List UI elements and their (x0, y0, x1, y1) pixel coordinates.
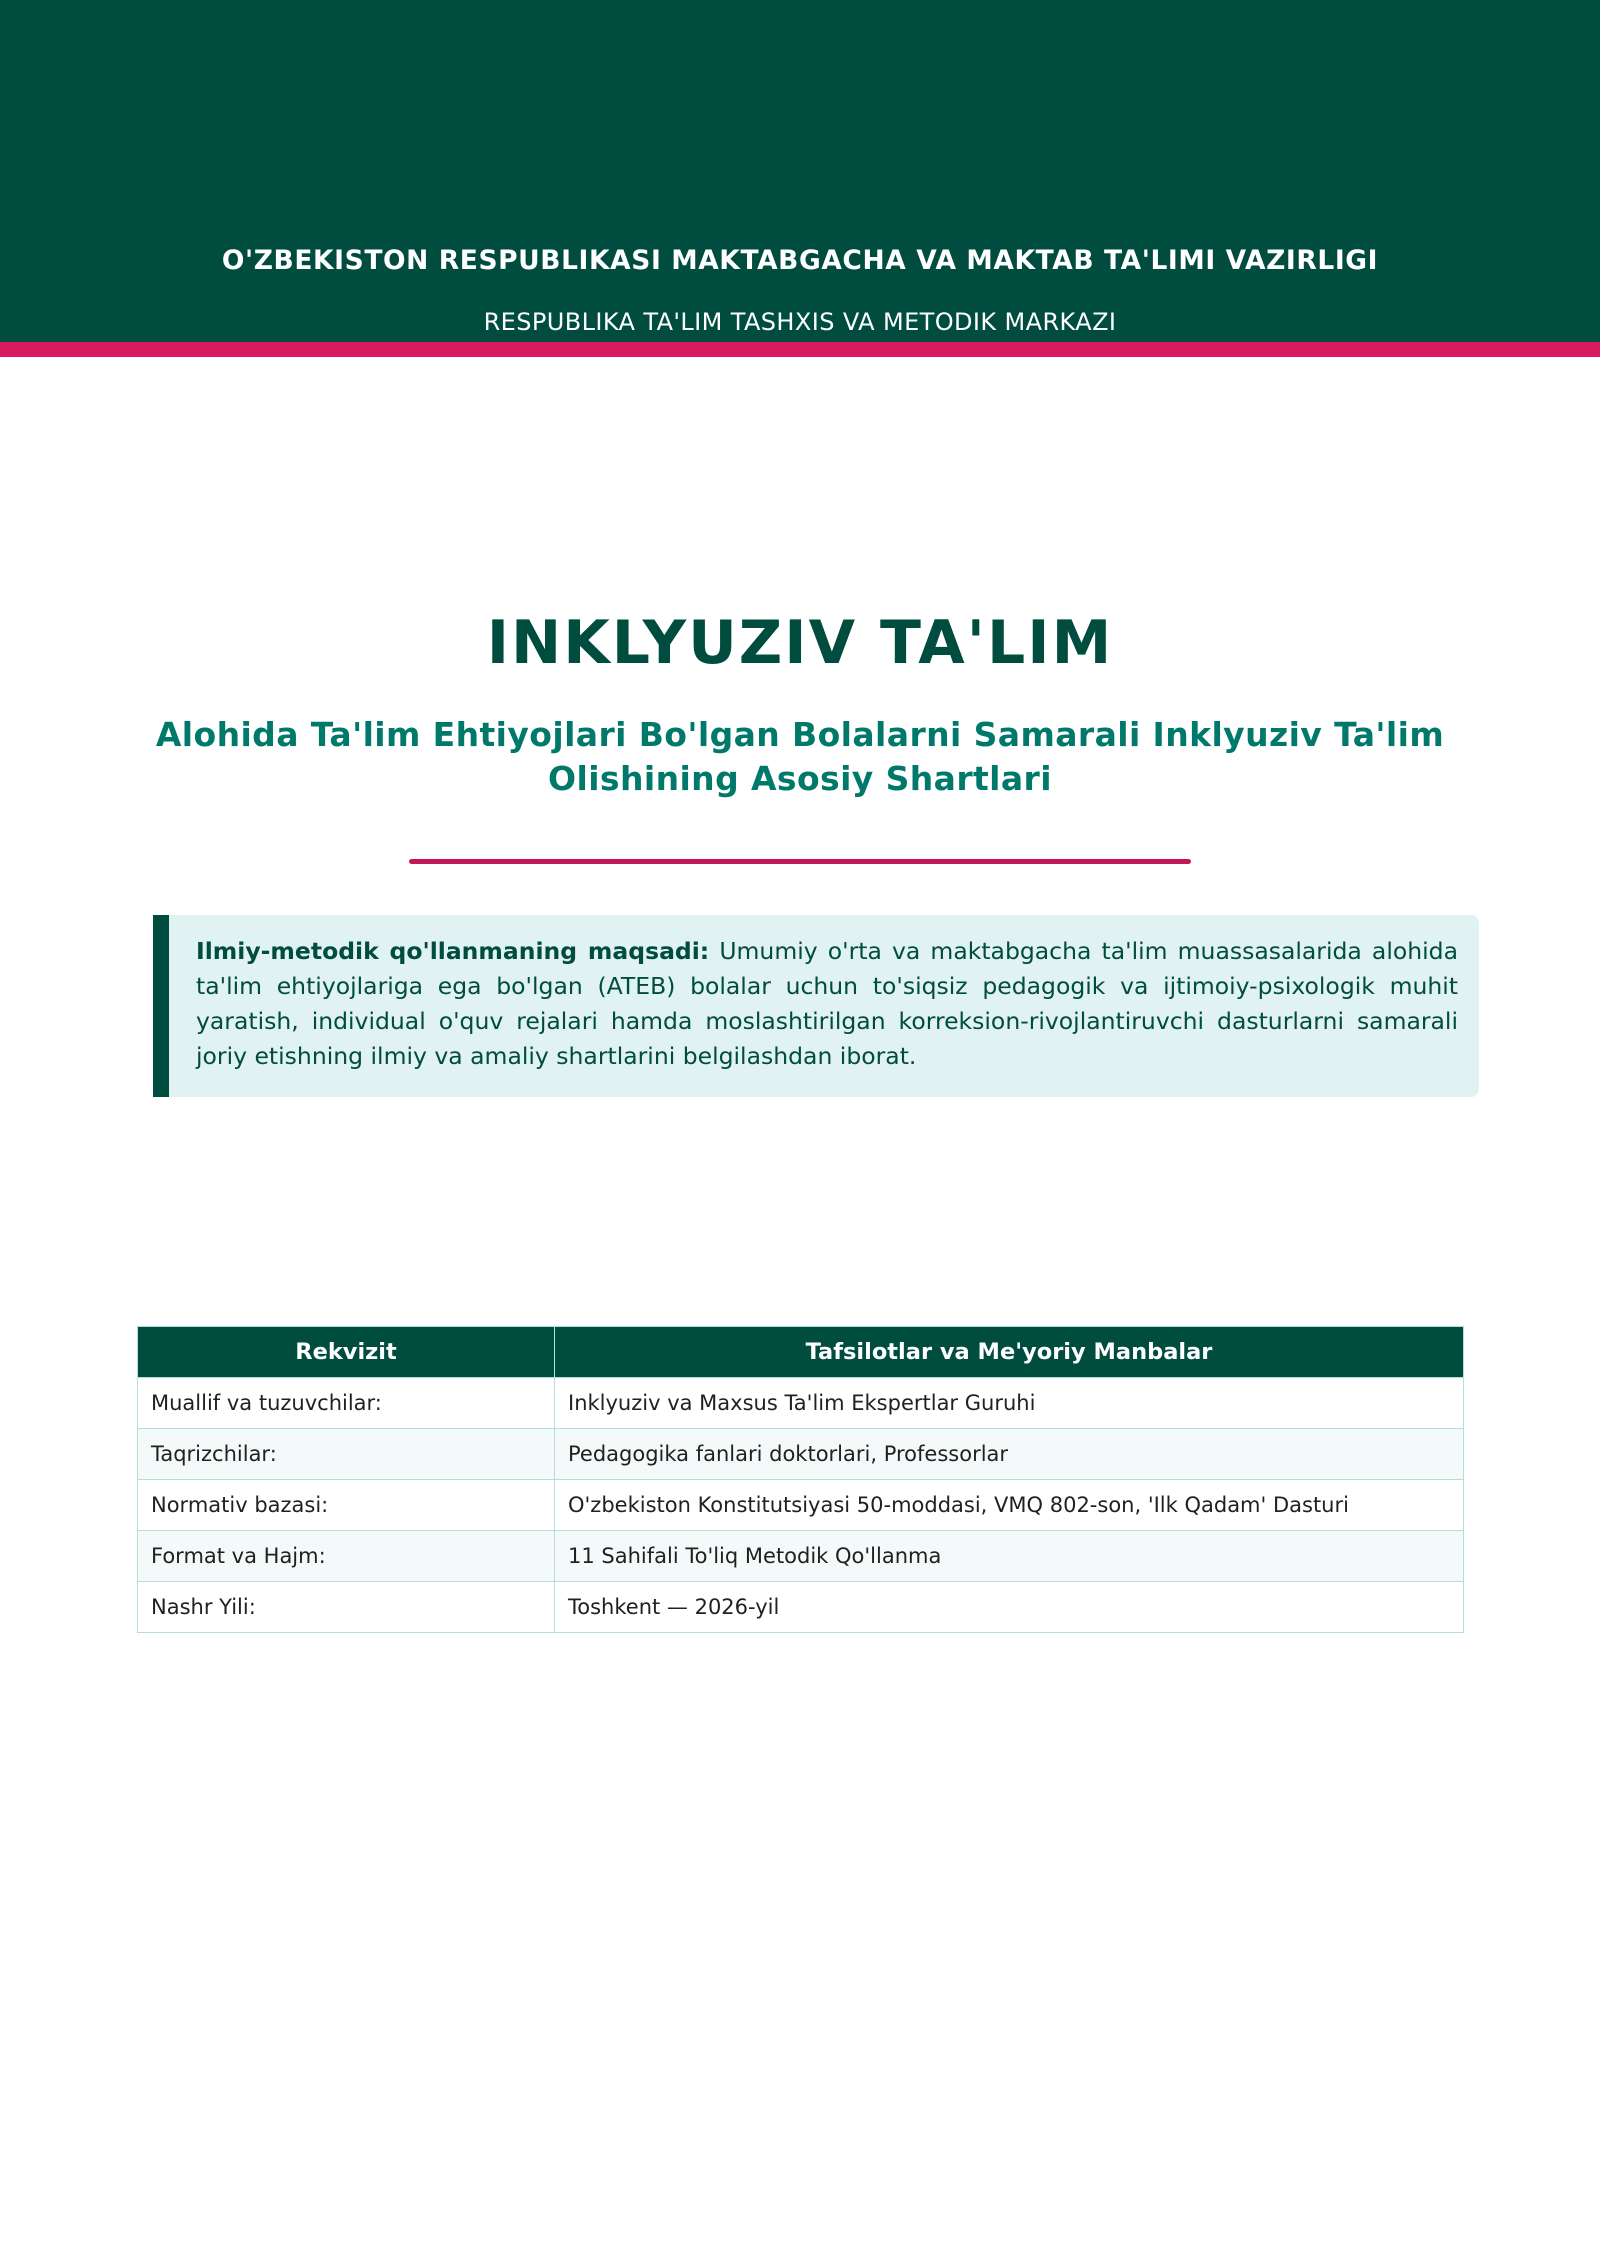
table-cell-value: Inklyuziv va Maxsus Ta'lim Ekspertlar Guruhi (555, 1378, 1464, 1429)
center-name: RESPUBLIKA TA'LIM TASHXIS VA METODIK MARKAZI (483, 308, 1117, 336)
table-cell-key: Taqrizchilar: (138, 1429, 555, 1480)
table-header-cell: Tafsilotlar va Me'yoriy Manbalar (555, 1327, 1464, 1378)
table-cell-value: 11 Sahifali To'liq Metodik Qo'llanma (555, 1531, 1464, 1582)
table-row (138, 1480, 1464, 1531)
document-subtitle: Alohida Ta'lim Ehtiyojlari Bo'lgan Bolalarni Samarali Inklyuziv Ta'lim Olishining Asosiy Shartlari (155, 715, 1445, 798)
table-header-cell: Rekvizit (138, 1327, 555, 1378)
table-cell-key: Nashr Yili: (138, 1582, 555, 1633)
purpose-text: Umumiy o'rta va maktabgacha ta'lim muassasalarida alohida ta'lim ehtiyojlariga ega bo'lgan (ATEB) bolalar uchun to'siqsiz pedagogik va ijtimoiy-psixologik muhit yaratish, individual o'quv rejalari hamda moslashtirilgan korreksion-rivojlantiruvchi dasturlarni samarali joriy etishning ilmiy va amaliy shartlarini belgilashdan iborat. (196, 937, 1458, 1070)
table-row (138, 1531, 1464, 1582)
ministry-name: O'ZBEKISTON RESPUBLIKASI MAKTABGACHA VA MAKTAB TA'LIMI VAZIRLIGI (221, 245, 1379, 276)
table-header-row (138, 1327, 1464, 1378)
table-cell-value: Toshkent — 2026-yil (555, 1582, 1464, 1633)
table-row (138, 1378, 1464, 1429)
table-cell-key: Format va Hajm: (138, 1531, 555, 1582)
table-cell-value: O'zbekiston Konstitutsiyasi 50-moddasi, VMQ 802-son, 'Ilk Qadam' Dasturi (555, 1480, 1464, 1531)
table-cell-key: Normativ bazasi: (138, 1480, 555, 1531)
table-cell-value: Pedagogika fanlari doktorlari, Professorlar (555, 1429, 1464, 1480)
document-title: INKLYUZIV TA'LIM (486, 608, 1114, 678)
header-accent-bar (0, 342, 1600, 357)
table-cell-key: Muallif va tuzuvchilar: (138, 1378, 555, 1429)
table-row (138, 1582, 1464, 1633)
purpose-paragraph (196, 934, 1458, 1074)
page-header-band (0, 0, 1600, 342)
purpose-box (153, 915, 1479, 1097)
table-row (138, 1429, 1464, 1480)
purpose-label: Ilmiy-metodik qo'llanmaning maqsadi: (196, 937, 710, 965)
details-table (137, 1326, 1464, 1633)
title-divider (409, 859, 1191, 864)
